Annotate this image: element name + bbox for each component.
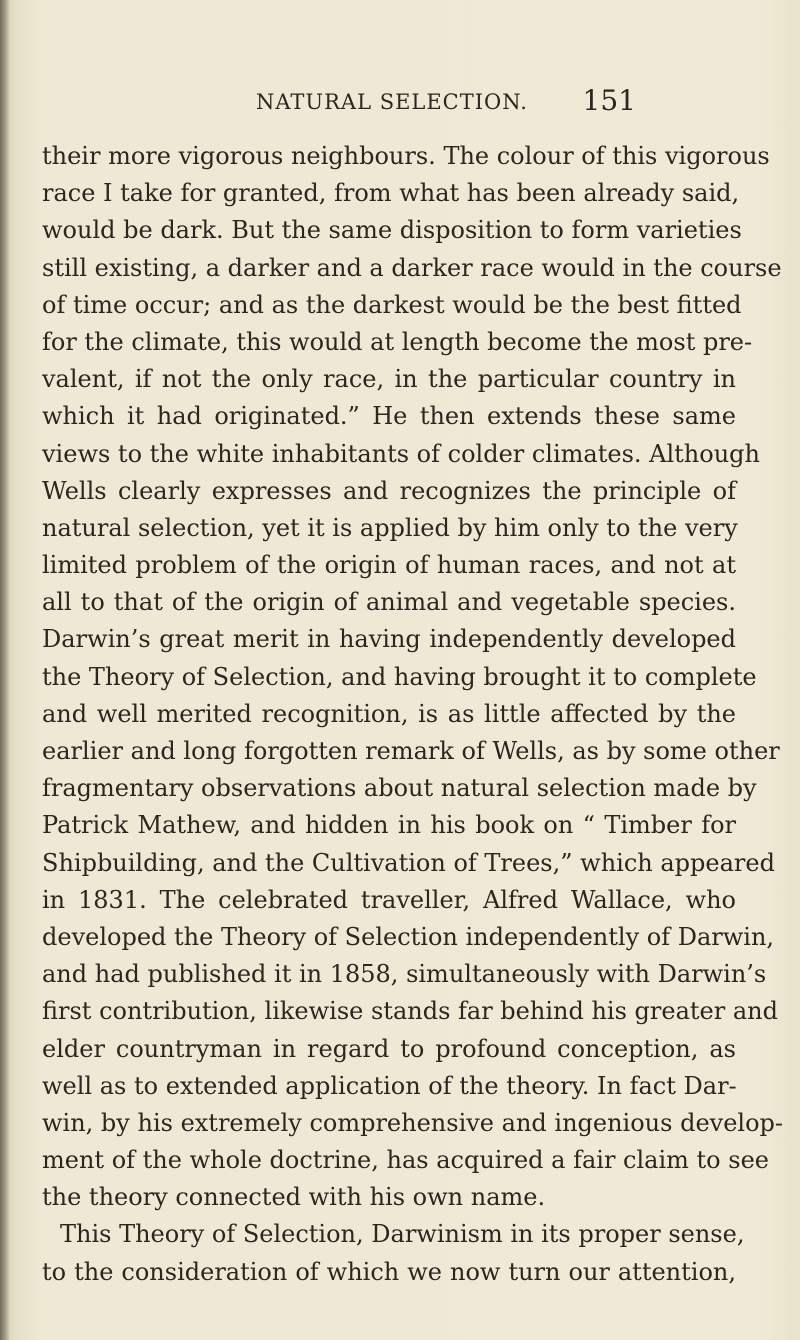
text-line: well as to extended application of the theory. In fact Dar-	[42, 1071, 737, 1100]
text-line: to the consideration of which we now turn our attention,	[42, 1257, 736, 1286]
running-header	[0, 84, 800, 120]
text-line: ment of the whole doctrine, has acquired a fair claim to see	[42, 1146, 769, 1175]
page-gutter-shadow	[0, 0, 10, 1340]
text-line: and well merited recognition, is as little affected by the	[42, 699, 736, 728]
paragraph-end-line: the theory connected with his own name.	[42, 1183, 546, 1212]
text-line: elder countryman in regard to profound conception, as	[42, 1034, 736, 1063]
text-line: Shipbuilding, and the Cultivation of Trees,” which appeared	[42, 848, 775, 877]
text-line: for the climate, this would at length become the most pre-	[42, 327, 753, 356]
text-line: win, by his extremely comprehensive and ingenious develop-	[42, 1108, 783, 1137]
text-line: race I take for granted, from what has been already said,	[42, 179, 740, 208]
text-line: first contribution, likewise stands far behind his greater and	[42, 997, 778, 1026]
text-line: and had published it in 1858, simultaneously with Darwin’s	[42, 960, 767, 989]
text-line: of time occur; and as the darkest would be the best fitted	[42, 290, 742, 319]
text-line: in 1831. The celebrated traveller, Alfred Wallace, who	[42, 885, 736, 914]
text-line: valent, if not the only race, in the particular country in	[42, 365, 736, 394]
text-line: earlier and long forgotten remark of Wells, as by some other	[42, 737, 780, 765]
text-line: would be dark. But the same disposition to form varieties	[42, 216, 742, 245]
text-line: views to the white inhabitants of colder climates. Although	[42, 439, 760, 468]
text-line: developed the Theory of Selection independently of Darwin,	[42, 922, 775, 951]
text-line: the Theory of Selection, and having brought it to complete	[42, 662, 757, 691]
paragraph-start-line: This Theory of Selection, Darwinism in its proper sense,	[60, 1220, 745, 1249]
text-line: still existing, a darker and a darker race would in the course	[42, 253, 782, 282]
body-text	[42, 138, 783, 1291]
text-line: Patrick Mathew, and hidden in his book on “ Timber for	[42, 811, 736, 840]
text-line: fragmentary observations about natural selection made by	[42, 774, 757, 803]
text-line: limited problem of the origin of human races, and not at	[42, 551, 736, 580]
text-line: their more vigorous neighbours. The colour of this vigorous	[42, 142, 770, 170]
text-line: all to that of the origin of animal and vegetable species.	[42, 588, 736, 617]
text-line: Wells clearly expresses and recognizes the principle of	[42, 476, 736, 505]
text-line: which it had originated.” He then extends these same	[42, 402, 736, 431]
text-line: Darwin’s great merit in having independently developed	[42, 625, 736, 654]
page-number: 151	[582, 84, 636, 117]
running-title: NATURAL SELECTION.	[256, 90, 528, 114]
text-line: natural selection, yet it is applied by him only to the very	[42, 513, 738, 542]
